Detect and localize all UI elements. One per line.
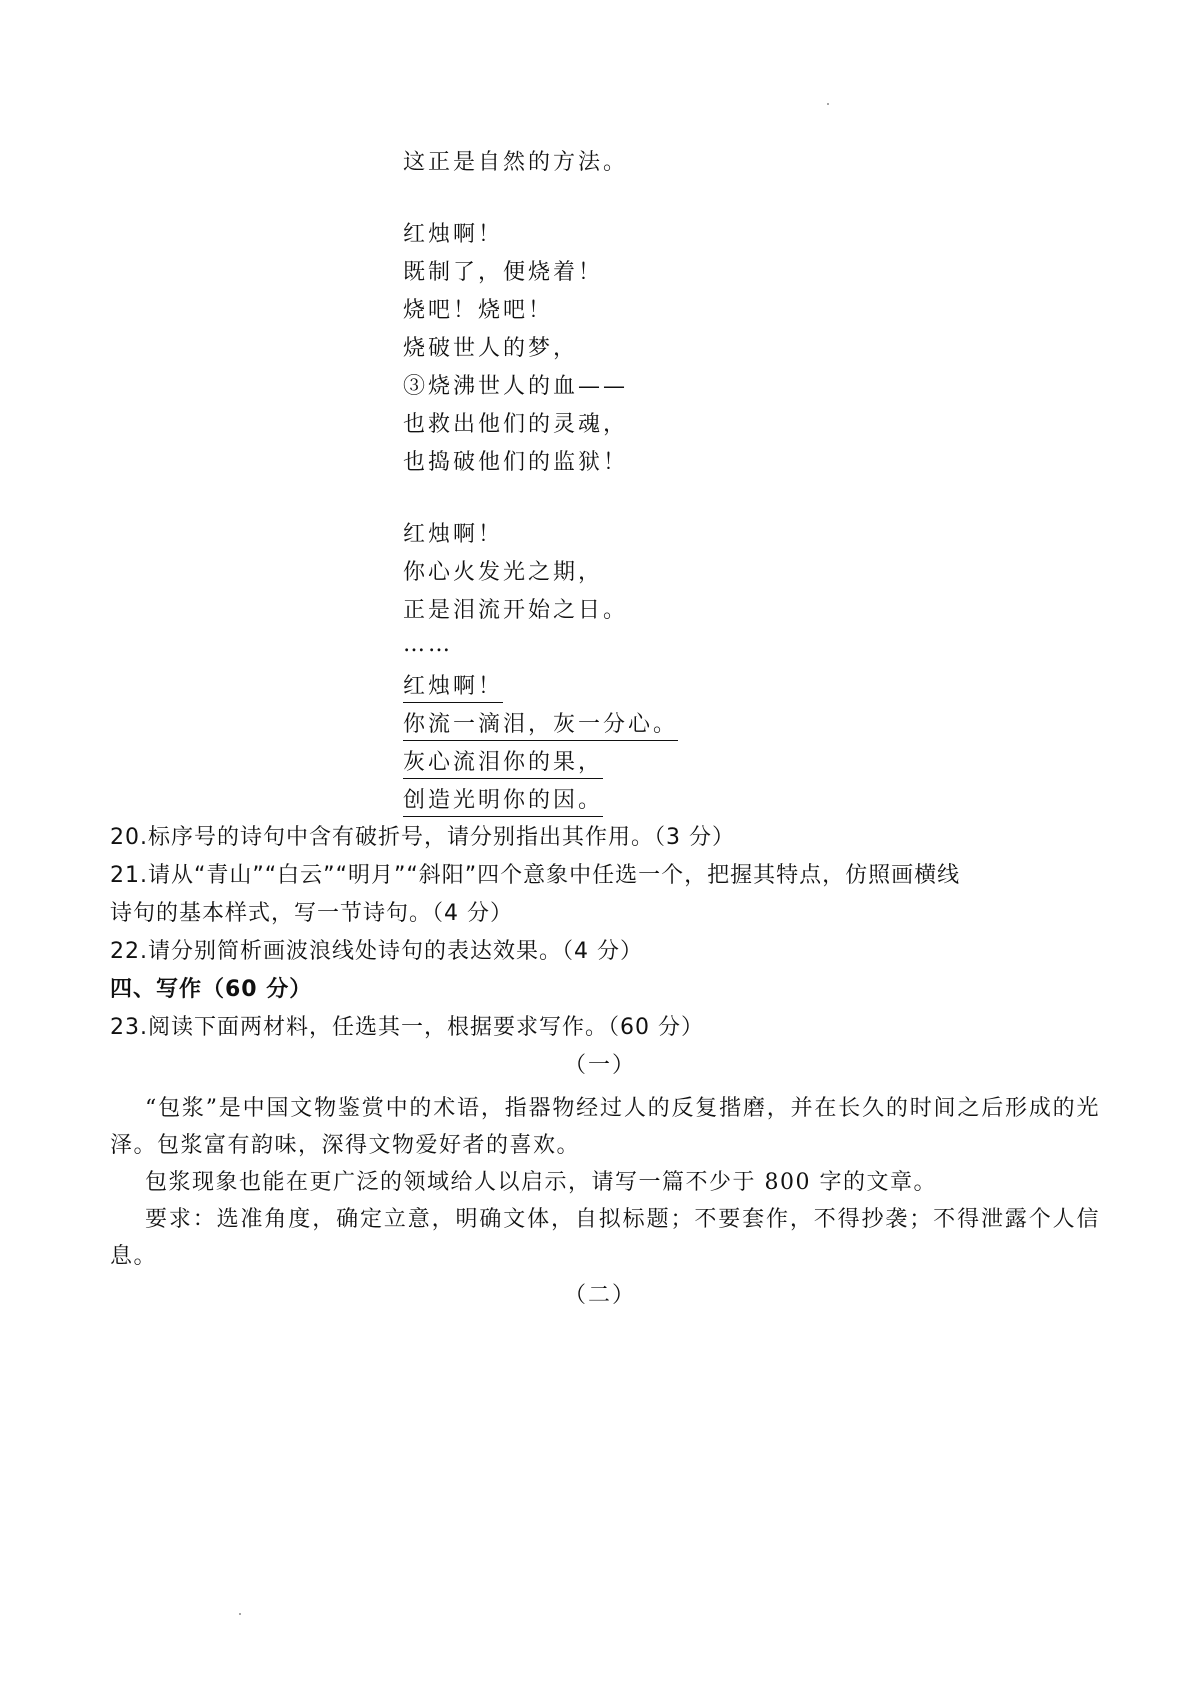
- scan-speck: [239, 1613, 241, 1615]
- poem-line: 正是泪流开始之日。: [403, 598, 629, 623]
- poem-line: 也捣破他们的监狱！: [403, 450, 629, 475]
- poem-line: 烧吧！烧吧！: [403, 298, 554, 323]
- poem-line-underlined: [403, 748, 603, 779]
- question-20: 20.标序号的诗句中含有破折号，请分别指出其作用。（3 分）: [110, 825, 735, 850]
- material-2-label: （二）: [563, 1283, 636, 1308]
- section-heading-writing: 四、写作（60 分）: [110, 977, 313, 1002]
- underlined-text: 创造光明你的因。: [403, 787, 603, 817]
- poem-line: 也救出他们的灵魂，: [403, 412, 629, 437]
- poem-line: 红烛啊！: [403, 222, 504, 247]
- poem-line: 红烛啊！: [403, 522, 504, 547]
- poem-ellipsis: ……: [403, 632, 453, 657]
- material-1-paragraph-1: “包浆”是中国文物鉴赏中的术语，指器物经过人的反复揩磨，并在长久的时间之后形成的光泽。包浆富有韵味，深得文物爱好者的喜欢。: [110, 1096, 1100, 1158]
- poem-line-underlined: [403, 710, 678, 741]
- question-23: 23.阅读下面两材料，任选其一，根据要求写作。（60 分）: [110, 1015, 704, 1040]
- poem-line: 烧破世人的梦，: [403, 336, 579, 361]
- question-22: 22.请分别简析画波浪线处诗句的表达效果。（4 分）: [110, 939, 643, 964]
- question-21-line-2: 诗句的基本样式，写一节诗句。（4 分）: [110, 901, 513, 926]
- question-21-line-1: 21.请从“青山”“白云”“明月”“斜阳”四个意象中任选一个，把握其特点，仿照画横线: [110, 863, 961, 888]
- poem-line: 你心火发光之期，: [403, 560, 604, 585]
- poem-line-numbered-3: ③烧沸世人的血——: [403, 374, 629, 399]
- scan-speck: [827, 103, 829, 105]
- material-1-requirements: 要求：选准角度，确定立意，明确文体，自拟标题；不要套作，不得抄袭；不得泄露个人信息。: [110, 1207, 1100, 1269]
- poem-line: 这正是自然的方法。: [403, 150, 629, 175]
- poem-line-underlined: [403, 672, 503, 703]
- underlined-text: 灰心流泪你的果，: [403, 749, 603, 779]
- poem-line-underlined: [403, 786, 603, 817]
- material-1-label: （一）: [563, 1053, 636, 1078]
- underlined-text: 你流一滴泪，灰一分心。: [403, 711, 678, 741]
- poem-line: 既制了，便烧着！: [403, 260, 604, 285]
- material-1-paragraph-2: 包浆现象也能在更广泛的领域给人以启示，请写一篇不少于 800 字的文章。: [145, 1170, 937, 1195]
- underlined-text: 红烛啊！: [403, 673, 503, 703]
